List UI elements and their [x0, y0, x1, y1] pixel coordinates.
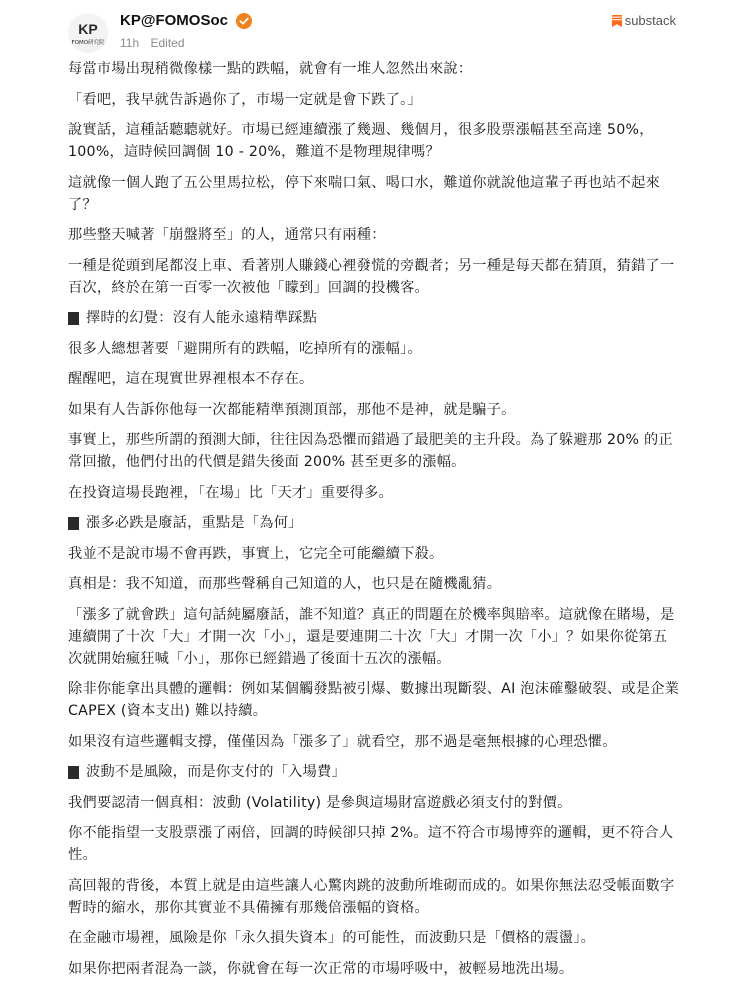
paragraph: 「看吧，我早就告訴過你了，市場一定就是會下跌了。」	[68, 91, 422, 108]
paragraph: 這就像一個人跑了五公里馬拉松，停下來喘口氣、喝口水，難道你就說他這輩子再也站不起來了？	[68, 174, 660, 213]
section-heading-text: 漲多必跌是廢話，重點是「為何」	[86, 515, 303, 531]
section-heading-text: 波動不是風險，而是你支付的「入場費」	[86, 764, 346, 780]
black-square-icon	[68, 312, 79, 325]
post-header	[0, 0, 740, 56]
platform-label: substack	[624, 13, 676, 28]
section-heading	[68, 512, 680, 534]
paragraph: 真相是：我不知道，而那些聲稱自己知道的人，也只是在隨機亂猜。	[68, 576, 502, 592]
verified-badge-icon	[236, 13, 252, 29]
substack-icon	[612, 15, 622, 27]
post-body	[68, 58, 680, 988]
paragraph: 每當市場出現稍微像樣一點的跌幅，就會有一堆人忽然出來說：	[68, 61, 473, 77]
substack-link[interactable]	[612, 12, 676, 30]
paragraph: 很多人總想著要「避開所有的跌幅，吃掉所有的漲幅」。	[68, 340, 422, 357]
avatar-logo-subtext: FOMO研究院	[71, 40, 105, 46]
paragraph: 高回報的背後，本質上就是由這些讓人心驚肉跳的波動所堆砌而成的。如果你無法忍受帳面數字暫時的縮水，那你其實並不具備擁有那幾倍漲幅的資格。	[68, 877, 675, 916]
author-name[interactable]: KP@FOMOSoc	[120, 12, 228, 29]
black-square-icon	[68, 517, 79, 530]
paragraph: 那些整天喊著「崩盤將至」的人，通常只有兩種：	[68, 227, 386, 243]
avatar-logo-text: KP	[78, 21, 98, 37]
paragraph: 在金融市場裡，風險是你「永久損失資本」的可能性，而波動只是「價格的震盪」。	[68, 930, 596, 946]
post-time: 11h	[120, 36, 140, 50]
paragraph: 醒醒吧，這在現實世界裡根本不存在。	[68, 371, 314, 387]
paragraph: 說實話，這種話聽聽就好。市場已經連續漲了幾週、幾個月，很多股票漲幅甚至高達 50%，100%，這時候回調個 10 - 20%，難道不是物理規律嗎？	[68, 122, 654, 160]
paragraph: 我們要認清一個真相：波動 (Volatility) 是參與這場財富遊戲必須支付的對價。	[68, 794, 572, 811]
avatar[interactable]	[68, 13, 108, 53]
section-heading	[68, 761, 680, 783]
section-heading	[68, 307, 680, 329]
paragraph: 如果有人告訴你他每一次都能精準預測頂部，那他不是神，就是騙子。	[68, 401, 516, 418]
avatar-logo	[68, 13, 108, 53]
section-heading-text: 擇時的幻覺：沒有人能永遠精準踩點	[86, 310, 318, 326]
black-square-icon	[68, 766, 79, 779]
paragraph: 在投資這場長跑裡，「在場」比「天才」重要得多。	[68, 484, 393, 501]
edited-label: Edited	[150, 36, 185, 50]
paragraph: 事實上，那些所謂的預測大師，往往因為恐懼而錯過了最肥美的主升段。為了躲避那 20% 的正常回撤，他們付出的代價是錯失後面 200% 甚至更多的漲幅。	[68, 432, 673, 470]
paragraph: 除非你能拿出具體的邏輯：例如某個觸發點被引爆、數據出現斷裂、AI 泡沫確鑿破裂、或是企業 CAPEX (資本支出) 難以持續。	[68, 681, 680, 719]
paragraph: 如果你把兩者混為一談，你就會在每一次正常的市場呼吸中，被輕易地洗出場。	[68, 960, 574, 977]
post-meta	[120, 35, 185, 51]
paragraph: 你不能指望一支股票漲了兩倍，回調的時候卻只掉 2%。這不符合市場博弈的邏輯，更不符合人性。	[68, 825, 674, 863]
paragraph: 如果沒有這些邏輯支撐，僅僅因為「漲多了」就看空，那不過是毫無根據的心理恐懼。	[68, 733, 617, 750]
paragraph: 我並不是說市場不會再跌，事實上，它完全可能繼續下殺。	[68, 545, 444, 562]
paragraph: 一種是從頭到尾都沒上車、看著別人賺錢心裡發慌的旁觀者；另一種是每天都在猜頂，猜錯了一百次，終於在第一百零一次被他「矇到」回調的投機客。	[68, 257, 675, 296]
paragraph: 「漲多了就會跌」這句話純屬廢話，誰不知道？真正的問題在於機率與賠率。這就像在賭場，是連續開了十次「大」才開一次「小」，還是要連開二十次「大」才開一次「小」？如果你從第五次就開始瘋狂喊「小」，那你已經錯過了後面十五次的漲幅。	[68, 606, 675, 667]
